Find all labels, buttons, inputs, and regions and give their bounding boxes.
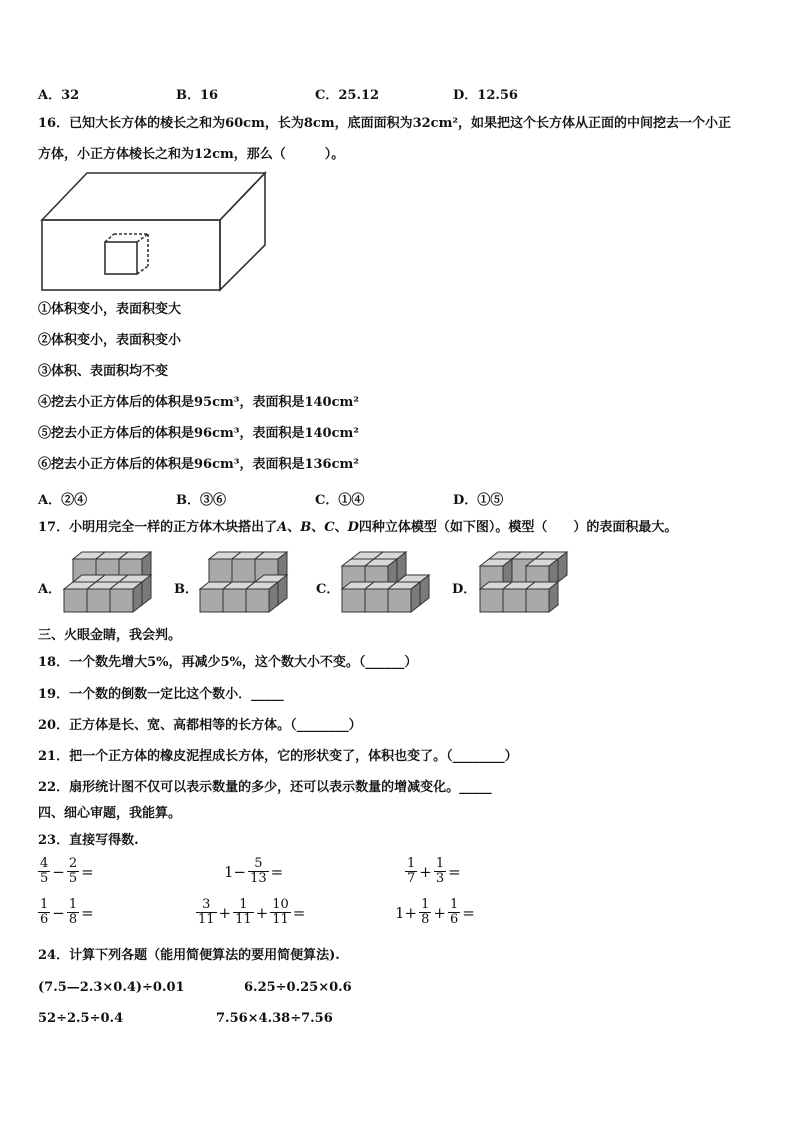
q16-statement-5: ⑤挖去小正方体后的体积是96cm³，表面积是140cm² [38,426,359,441]
q17-label-c: C． [316,582,340,597]
q16-option-d: D．①⑤ [453,493,504,508]
q17-model-b-cube-figure [198,553,294,619]
judge-item-22: 22．扇形统计图不仅可以表示数量的多少，还可以表示数量的增减变化。_____ [38,780,492,795]
judge-item-19: 19．一个数的倒数一定比这个数小．_____ [38,687,284,702]
q16-text-line2: 方体，小正方体棱长之和为12cm，那么（ ）。 [38,147,345,162]
q17-label-b: B． [174,582,198,597]
q16-cuboid-figure [38,170,270,294]
q15-option-d: D．12.56 [453,88,518,103]
q17-label-d: D． [452,582,477,597]
q16-statement-1: ①体积变小，表面积变大 [38,302,182,317]
q16-option-a: A．②④ [38,493,88,508]
q16-option-b: B．③⑥ [176,493,226,508]
q17-model-a-cube-figure [62,553,158,619]
q23-expr-3: $\frac{1}{7}$ + $\frac{1}{3}$ = [407,856,461,886]
q16-statement-3: ③体积、表面积均不变 [38,364,169,379]
q24-title: 24．计算下列各题（能用简便算法的要用简便算法). [38,948,340,963]
q16-statement-4: ④挖去小正方体后的体积是95cm³，表面积是140cm² [38,395,359,410]
section-3-heading: 三、火眼金睛，我会判。 [38,628,182,643]
q17-text: 17．小明用完全一样的正方体木块搭出了A、B、C、D四种立体模型（如下图）。模型（ ）的表面积最大。 [38,520,678,535]
q15-option-a: A．32 [38,88,80,103]
q24-item-4: 7.56×4.38÷7.56 [216,1011,333,1026]
q24-item-1: (7.5—2.3×0.4)÷0.01 [38,980,185,995]
q24-item-2: 6.25÷0.25×0.6 [244,980,352,995]
q23-expr-2: 1− $\frac{5}{13}$ = [224,856,284,886]
section-4-heading: 四、细心审题，我能算。 [38,806,182,821]
q23-expr-5: $\frac{3}{11}$ + $\frac{1}{11}$ + $\frac{10}{11}$ = [198,897,306,927]
q16-statement-6: ⑥挖去小正方体后的体积是96cm³，表面积是136cm² [38,457,359,472]
q17-label-a: A． [38,582,62,597]
q15-option-c: C．25.12 [315,88,380,103]
q23-expr-6: 1+ $\frac{1}{8}$ + $\frac{1}{6}$ = [395,897,475,927]
q23-expr-4: $\frac{1}{6}$ − $\frac{1}{8}$ = [40,897,94,927]
q23-title: 23．直接写得数. [38,833,139,848]
q16-option-c: C．①④ [315,493,365,508]
q23-expr-1: $\frac{4}{5}$ − $\frac{2}{5}$ = [40,856,94,886]
q16-statement-2: ②体积变小，表面积变小 [38,333,182,348]
q15-option-b: B．16 [176,88,219,103]
judge-item-21: 21．把一个正方体的橡皮泥捏成长方体，它的形状变了，体积也变了。（________） [38,749,518,764]
q17-model-c-cube-figure [340,547,436,619]
judge-item-20: 20．正方体是长、宽、高都相等的长方体。（________） [38,718,362,733]
q17-model-d-cube-figure [478,547,574,619]
judge-item-18: 18．一个数先增大5%，再减少5%，这个数大小不变。（______） [38,655,418,670]
q16-text-line1: 16．已知大长方体的棱长之和为60cm，长为8cm，底面面积为32cm²，如果把这个长方体从正面的中间挖去一个小正 [38,116,732,131]
q24-item-3: 52÷2.5÷0.4 [38,1011,124,1026]
